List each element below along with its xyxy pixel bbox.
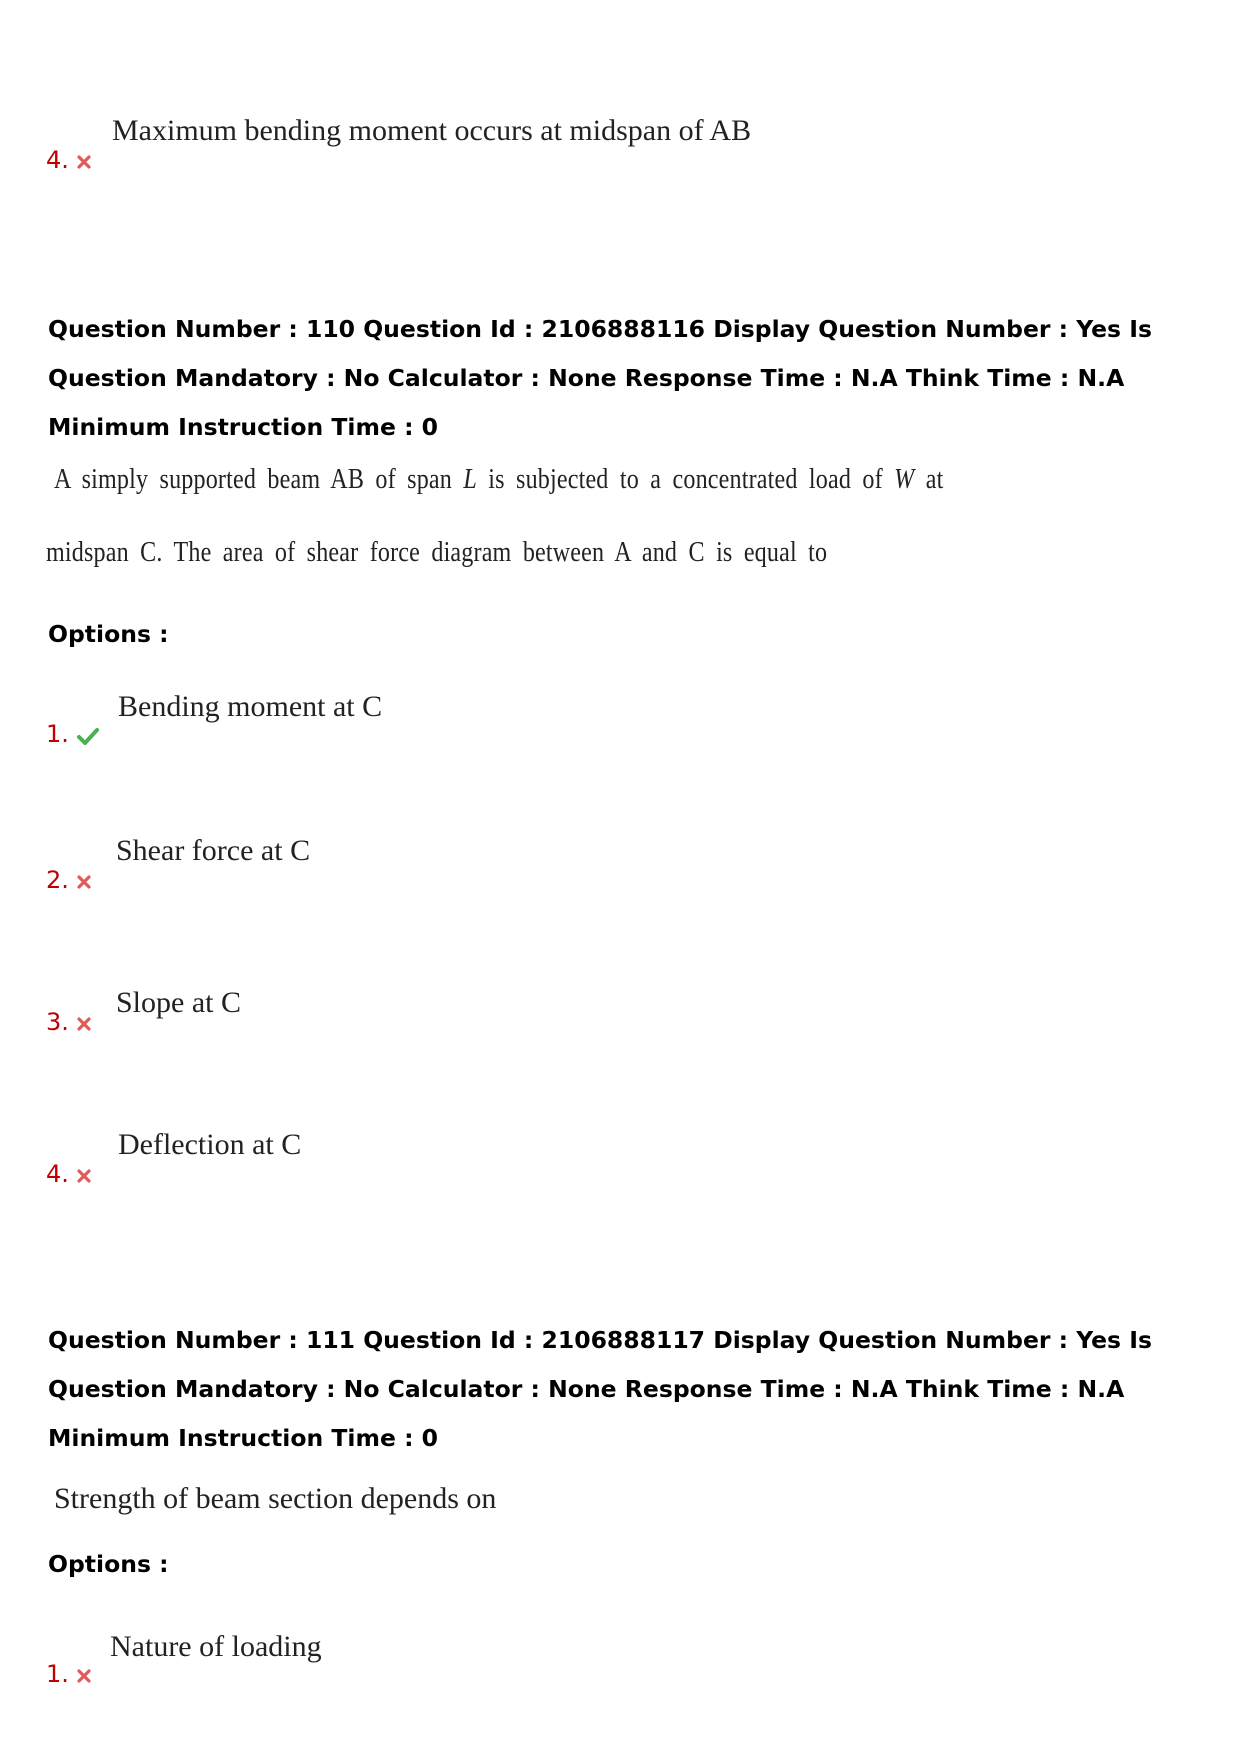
option-2-text: Shear force at C: [116, 834, 311, 867]
prev-option-4: [46, 146, 91, 174]
cross-mark-icon: [77, 1168, 91, 1187]
options-label: Options :: [48, 620, 169, 648]
option-1: [46, 720, 99, 749]
option-4-text: Deflection at C: [118, 1128, 302, 1161]
question-110-meta: Question Number : 110 Question Id : 2106888116 Display Question Number : Yes Is Question Mandatory : No Calculator : None Response Time : N.A Think Time : N.A Minimum Instruction Time : 0: [48, 315, 1152, 441]
cross-mark-icon: [77, 1668, 91, 1687]
question-110-text-line-2: midspan C. The area of shear force diagram between A and C is equal to: [46, 537, 828, 568]
option-4: [46, 1160, 91, 1188]
option-number: 3.: [46, 1008, 69, 1036]
option-number: 4.: [46, 146, 69, 174]
prev-option-4-text: Maximum bending moment occurs at midspan of AB: [112, 114, 752, 147]
option-number: 4.: [46, 1160, 69, 1188]
cross-mark-icon: [77, 874, 91, 893]
cross-mark-icon: [77, 154, 91, 173]
options-label: Options :: [48, 1550, 169, 1578]
option-3-text: Slope at C: [116, 986, 241, 1019]
option-number: 1.: [46, 1660, 69, 1688]
q111-option-1: [46, 1660, 91, 1688]
question-110-text-line-1: A simply supported beam AB of span L is subjected to a concentrated load of W at: [54, 464, 944, 495]
check-mark-icon: [77, 727, 99, 749]
variable-W: W: [894, 464, 915, 495]
option-number: 2.: [46, 866, 69, 894]
option-3: [46, 1008, 91, 1036]
question-111-meta: Question Number : 111 Question Id : 2106888117 Display Question Number : Yes Is Question Mandatory : No Calculator : None Response Time : N.A Think Time : N.A Minimum Instruction Time : 0: [48, 1326, 1152, 1452]
question-111-text: Strength of beam section depends on: [54, 1482, 497, 1515]
option-1-text: Bending moment at C: [118, 690, 383, 723]
variable-L: L: [463, 464, 477, 495]
option-number: 1.: [46, 720, 69, 748]
cross-mark-icon: [77, 1016, 91, 1035]
option-2: [46, 866, 91, 894]
q111-option-1-text: Nature of loading: [110, 1630, 322, 1663]
